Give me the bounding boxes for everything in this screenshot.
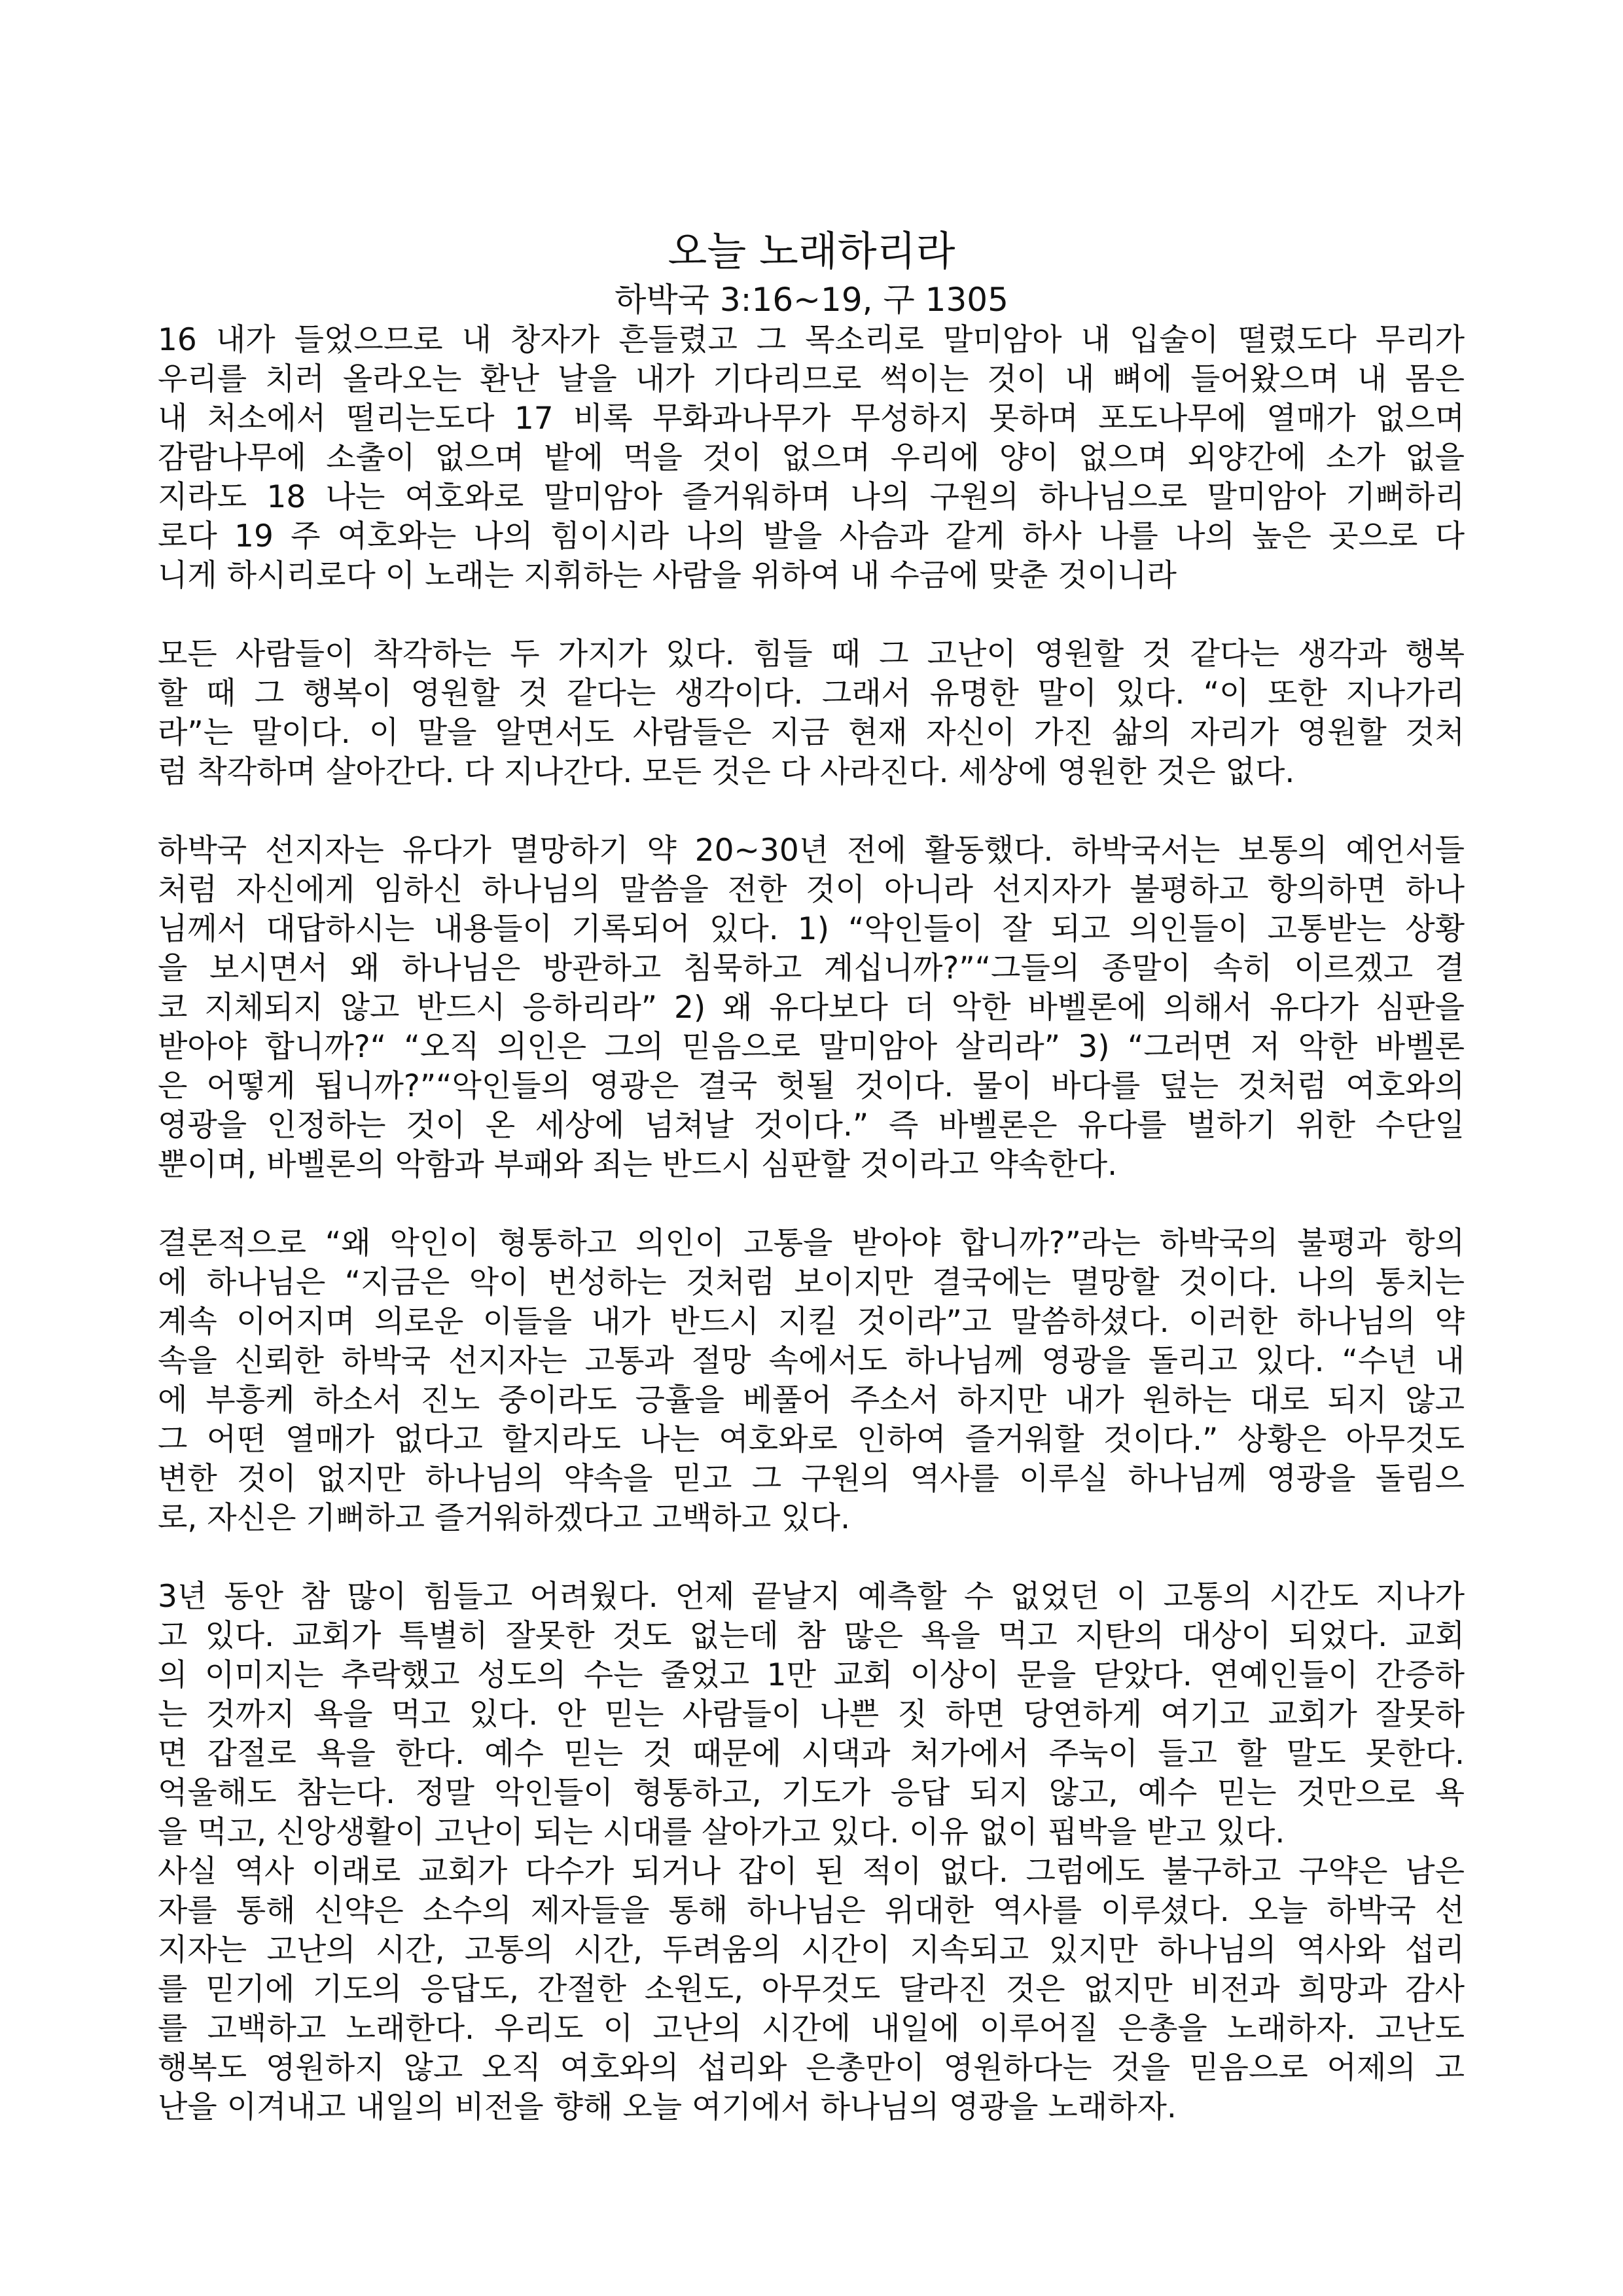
text-line: 결론적으로 “왜 악인이 형통하고 의인이 고통을 받아야 합니까?”라는 하박국의 불평과 항의 xyxy=(158,1225,1465,1261)
text-line: 지라도 18 나는 여호와로 말미암아 즐거워하며 나의 구원의 하나님으로 말미암아 기뻐하리 xyxy=(158,479,1465,515)
paragraph xyxy=(158,831,1465,1185)
text-line: 은 어떻게 됩니까?”“악인들의 영광은 결국 헛될 것이다. 물이 바다를 덮는 것처럼 여호와의 xyxy=(158,1068,1465,1104)
text-line: 계속 이어지며 의로운 이들을 내가 반드시 지킬 것이라”고 말씀하셨다. 이러한 하나님의 약 xyxy=(158,1304,1465,1340)
text-line: 에 부흥케 하소서 진노 중이라도 긍휼을 베풀어 주소서 하지만 내가 원하는 대로 되지 않고 xyxy=(158,1382,1465,1418)
text-line: 속을 신뢰한 하박국 선지자는 고통과 절망 속에서도 하나님께 영광을 돌리고 있다. “수년 내 xyxy=(158,1343,1465,1379)
text-line: 의 이미지는 추락했고 성도의 수는 줄었고 1만 교회 이상이 문을 닫았다. 연예인들이 간증하 xyxy=(158,1657,1465,1693)
text-line: 난을 이겨내고 내일의 비전을 향해 오늘 여기에서 하나님의 영광을 노래하자. xyxy=(158,2089,1177,2125)
text-line: 을 보시면서 왜 하나님은 방관하고 침묵하고 계십니까?”“그들의 종말이 속히 이르겠고 결 xyxy=(158,950,1465,986)
text-line: 를 믿기에 기도의 응답도, 간절한 소원도, 아무것도 달라진 것은 없지만 비전과 희망과 감사 xyxy=(158,1971,1465,2007)
text-line: 로다 19 주 여호와는 나의 힘이시라 나의 발을 사슴과 같게 하사 나를 나의 높은 곳으로 다 xyxy=(158,518,1465,554)
text-line: 고 있다. 교회가 특별히 잘못한 것도 없는데 참 많은 욕을 먹고 지탄의 대상이 되었다. 교회 xyxy=(158,1618,1465,1654)
text-line: 코 지체되지 않고 반드시 응하리라” 2) 왜 유다보다 더 악한 바벨론에 의해서 유다가 심판을 xyxy=(158,990,1465,1026)
text-line: 를 고백하고 노래한다. 우리도 이 고난의 시간에 내일에 이루어질 은총을 노래하자. 고난도 xyxy=(158,2011,1465,2047)
paragraph xyxy=(158,1577,1465,1852)
text-line: 지자는 고난의 시간, 고통의 시간, 두려움의 시간이 지속되고 있지만 하나님의 역사와 섭리 xyxy=(158,1932,1465,1968)
text-line: 럼 착각하며 살아간다. 다 지나간다. 모든 것은 다 사라진다. 세상에 영원한 것은 없다. xyxy=(158,754,1295,790)
text-line: 16 내가 들었으므로 내 창자가 흔들렸고 그 목소리로 말미암아 내 입술이 떨렸도다 무리가 xyxy=(158,322,1465,358)
scripture-reference: 하박국 3:16~19, 구 1305 xyxy=(615,281,1008,319)
text-line: 면 갑절로 욕을 한다. 예수 믿는 것 때문에 시댁과 처가에서 주눅이 들고 할 말도 못한다. xyxy=(158,1736,1465,1772)
text-line: 처럼 자신에게 임하신 하나님의 말씀을 전한 것이 아니라 선지자가 불평하고 항의하면 하나 xyxy=(158,872,1465,908)
document-body xyxy=(158,321,1465,2127)
text-line: 감람나무에 소출이 없으며 밭에 먹을 것이 없으며 우리에 양이 없으며 외양간에 소가 없을 xyxy=(158,440,1465,476)
text-section xyxy=(158,1577,1465,2127)
text-line: 변한 것이 없지만 하나님의 약속을 믿고 그 구원의 역사를 이루실 하나님께 영광을 돌림으 xyxy=(158,1461,1465,1497)
text-line: 우리를 치러 올라오는 환난 날을 내가 기다리므로 썩이는 것이 내 뼈에 들어왔으며 내 몸은 xyxy=(158,361,1465,397)
text-section xyxy=(158,321,1465,596)
text-line: 행복도 영원하지 않고 오직 여호와의 섭리와 은총만이 영원하다는 것을 믿음으로 어제의 고 xyxy=(158,2050,1465,2086)
text-line: 할 때 그 행복이 영원할 것 같다는 생각이다. 그래서 유명한 말이 있다. “이 또한 지나가리 xyxy=(158,675,1465,711)
text-section xyxy=(158,831,1465,1185)
paragraph xyxy=(158,321,1465,596)
text-line: 로, 자신은 기뻐하고 즐거워하겠다고 고백하고 있다. xyxy=(158,1500,851,1536)
text-line: 받아야 합니까?“ “오직 의인은 그의 믿음으로 말미암아 살리라” 3) “그러면 저 악한 바벨론 xyxy=(158,1029,1465,1065)
text-line: 니게 하시리로다 이 노래는 지휘하는 사람을 위하여 내 수금에 맞춘 것이니라 xyxy=(158,558,1177,594)
paragraph xyxy=(158,1224,1465,1538)
text-line: 사실 역사 이래로 교회가 다수가 되거나 갑이 된 적이 없다. 그럼에도 불구하고 구약은 남은 xyxy=(158,1854,1465,1890)
text-line: 을 먹고, 신앙생활이 고난이 되는 시대를 살아가고 있다. 이유 없이 핍박을 받고 있다. xyxy=(158,1814,1285,1850)
text-line: 영광을 인정하는 것이 온 세상에 넘쳐날 것이다.” 즉 바벨론은 유다를 벌하기 위한 수단일 xyxy=(158,1107,1465,1143)
text-line: 에 하나님은 “지금은 악이 번성하는 것처럼 보이지만 결국에는 멸망할 것이다. 나의 통치는 xyxy=(158,1265,1465,1300)
text-line: 는 것까지 욕을 먹고 있다. 안 믿는 사람들이 나쁜 짓 하면 당연하게 여기고 교회가 잘못하 xyxy=(158,1696,1465,1732)
text-line: 라”는 말이다. 이 말을 알면서도 사람들은 지금 현재 자신이 가진 삶의 자리가 영원할 것처 xyxy=(158,715,1465,751)
document-title: 오늘 노래하리라 xyxy=(668,227,955,275)
text-section xyxy=(158,635,1465,792)
paragraph xyxy=(158,1852,1465,2127)
text-line: 자를 통해 신약은 소수의 제자들을 통해 하나님은 위대한 역사를 이루셨다. 오늘 하박국 선 xyxy=(158,1893,1465,1929)
text-line: 그 어떤 열매가 없다고 할지라도 나는 여호와로 인하여 즐거워할 것이다.” 상황은 아무것도 xyxy=(158,1422,1465,1458)
text-line: 3년 동안 참 많이 힘들고 어려웠다. 언제 끝날지 예측할 수 없었던 이 고통의 시간도 지나가 xyxy=(158,1579,1465,1615)
text-line: 하박국 선지자는 유다가 멸망하기 약 20~30년 전에 활동했다. 하박국서는 보통의 예언서들 xyxy=(158,833,1465,869)
text-line: 모든 사람들이 착각하는 두 가지가 있다. 힘들 때 그 고난이 영원할 것 같다는 생각과 행복 xyxy=(158,636,1465,672)
text-line: 억울해도 참는다. 정말 악인들이 형통하고, 기도가 응답 되지 않고, 예수 믿는 것만으로 욕 xyxy=(158,1775,1465,1811)
paragraph xyxy=(158,635,1465,792)
text-line: 님께서 대답하시는 내용들이 기록되어 있다. 1) “악인들이 잘 되고 의인들이 고통받는 상황 xyxy=(158,911,1465,947)
text-line: 뿐이며, 바벨론의 악함과 부패와 죄는 반드시 심판할 것이라고 약속한다. xyxy=(158,1147,1118,1183)
text-section xyxy=(158,1224,1465,1538)
text-line: 내 처소에서 떨리는도다 17 비록 무화과나무가 무성하지 못하며 포도나무에 열매가 없으며 xyxy=(158,401,1465,437)
